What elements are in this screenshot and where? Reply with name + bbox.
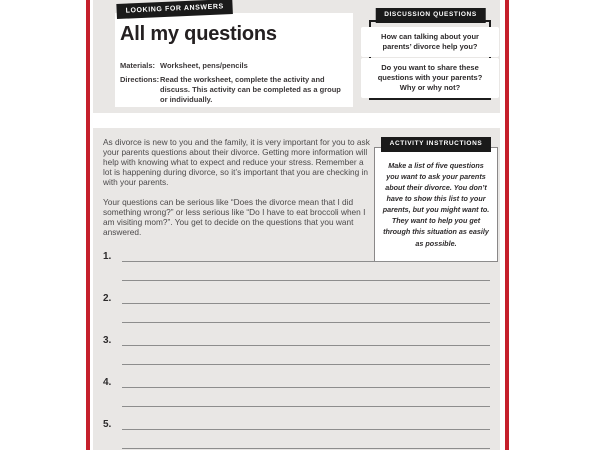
answer-item-2 xyxy=(103,292,490,323)
answer-number: 3. xyxy=(103,335,112,346)
answer-write-line xyxy=(122,304,490,323)
worksheet-title: All my questions xyxy=(120,23,277,45)
directions-row xyxy=(120,75,348,104)
answer-write-line xyxy=(122,346,490,365)
answer-item-4 xyxy=(103,376,490,407)
answer-item-5 xyxy=(103,418,490,449)
answer-write-line xyxy=(122,430,490,449)
discussion-question-1: How can talking about your parents’ divorce help you? xyxy=(361,27,499,57)
answer-number: 1. xyxy=(103,251,112,262)
answer-item-1 xyxy=(103,250,490,281)
header-card xyxy=(115,3,353,107)
directions-label: Directions: xyxy=(120,75,160,84)
materials-value: Worksheet, pens/pencils xyxy=(160,61,248,70)
answer-list xyxy=(103,250,490,450)
answer-item-3 xyxy=(103,334,490,365)
red-margin-rule-left xyxy=(86,0,90,450)
discussion-question-2: Do you want to share these questions with your parents? Why or why not? xyxy=(361,58,499,98)
answer-write-line xyxy=(122,417,490,430)
intro-text xyxy=(103,137,371,246)
intro-paragraph-2: Your questions can be serious like “Does the divorce mean that I did something wrong?” or less serious like “Do I have to eat broccoli when I am visiting mom?”. You get to decide on the questions that you want answered. xyxy=(103,196,366,237)
body-panel xyxy=(93,128,500,450)
discussion-questions-badge: DISCUSSION QUESTIONS xyxy=(375,8,486,23)
answer-write-line xyxy=(122,262,490,281)
answer-write-line xyxy=(122,388,490,407)
answer-write-line xyxy=(122,249,490,262)
looking-for-answers-badge: LOOKING FOR ANSWERS xyxy=(116,0,233,19)
header-panel xyxy=(93,0,500,113)
intro-paragraph-1: As divorce is new to you and the family, it is very important for you to ask your parents questions about their divorce. Getting more information will help with knowing what to expect and reduce your stress. Remember a lot is happening during divorce, so it’s important that you are checking in with your parents. xyxy=(103,137,370,188)
answer-number: 4. xyxy=(103,377,112,388)
answer-write-line xyxy=(122,375,490,388)
answer-write-line xyxy=(122,333,490,346)
materials-label: Materials: xyxy=(120,61,156,70)
red-margin-rule-right xyxy=(505,0,509,450)
activity-instructions-badge: ACTIVITY INSTRUCTIONS xyxy=(381,137,492,152)
activity-instructions-text: Make a list of five questions you want to ask your parents about their divorce. You don’t have to show this list to your parents, but you might want to. They want to help you get through this situation as easily as possible. xyxy=(374,147,498,262)
activity-instructions-section xyxy=(374,132,498,262)
directions-value: Read the worksheet, complete the activity and discuss. This activity can be completed as a group or individually. xyxy=(160,75,341,104)
answer-number: 5. xyxy=(103,419,112,430)
answer-number: 2. xyxy=(103,293,112,304)
materials-row xyxy=(120,61,348,71)
discussion-questions-section xyxy=(361,0,500,113)
answer-write-line xyxy=(122,291,490,304)
